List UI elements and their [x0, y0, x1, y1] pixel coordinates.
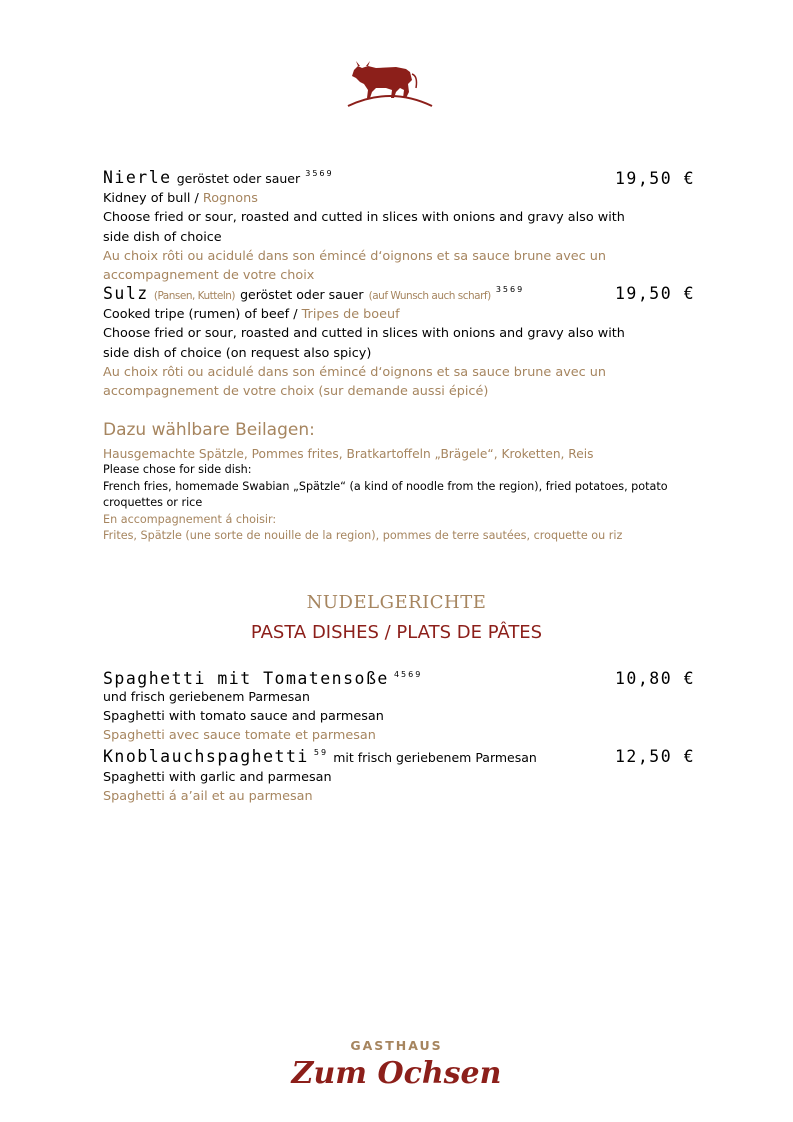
- desc-en-line: side dish of choice: [103, 229, 222, 245]
- dish-translation: Kidney of bull / Rognons: [103, 191, 258, 206]
- side-dishes-en: croquettes or rice: [103, 496, 203, 510]
- desc-fr-line: Au choix rôti ou acidulé dans son émincé d‘oignons et sa sauce brune avec un: [103, 364, 606, 380]
- side-dishes-block: [103, 446, 703, 544]
- allergen-codes: 3569: [305, 169, 334, 178]
- menu-item-spaghetti-tomato: [103, 669, 703, 746]
- dish-price: 10,80 €: [615, 669, 696, 688]
- side-dishes-fr: Frites, Spätzle (une sorte de nouille de la region), pommes de terre sautées, croquette ou riz: [103, 529, 623, 543]
- dish-price: 19,50 €: [615, 169, 696, 188]
- side-dishes-fr-intro: En accompagnement á choisir:: [103, 512, 277, 526]
- desc-en-line: side dish of choice (on request also spicy): [103, 345, 372, 361]
- section-title-en-fr: PASTA DISHES / PLATS DE PÂTES: [250, 622, 543, 643]
- dish-fr: Spaghetti á a’ail et au parmesan: [103, 789, 313, 805]
- side-dishes-de: Hausgemachte Spätzle, Pommes frites, Bratkartoffeln „Brägele“, Kroketten, Reis: [103, 447, 594, 461]
- footer-restaurant-name: Zum Ochsen: [291, 1056, 502, 1091]
- allergen-codes: 59: [313, 748, 329, 757]
- menu-item-sulz: [103, 284, 703, 401]
- menu-item-nierle: [103, 168, 703, 285]
- dish-note: geröstet oder sauer: [176, 171, 301, 186]
- dish-name: Sulz: [103, 284, 149, 303]
- dish-paren-note: (Pansen, Kutteln): [153, 290, 236, 302]
- dish-price: 19,50 €: [615, 284, 696, 303]
- allergen-codes: 3569: [495, 285, 525, 294]
- dish-paren-note: (auf Wunsch auch scharf): [368, 290, 491, 302]
- side-dishes-en: French fries, homemade Swabian „Spätzle“ (a kind of noodle from the region), fried potatoes, potato: [103, 479, 668, 493]
- section-title-de: NUDELGERICHTE: [306, 592, 487, 613]
- dish-note: geröstet oder sauer: [240, 287, 364, 302]
- dish-name: Knoblauchspaghetti: [103, 747, 309, 766]
- dish-name: Nierle: [103, 168, 172, 187]
- footer-gasthaus-label: GASTHAUS: [350, 1038, 443, 1053]
- menu-item-knoblauchspaghetti: [103, 747, 703, 807]
- desc-fr-line: accompagnement de votre choix: [103, 268, 315, 284]
- allergen-codes: 4569: [393, 670, 423, 679]
- dish-translation: Cooked tripe (rumen) of beef / Tripes de boeuf: [103, 307, 400, 322]
- dish-en: Spaghetti with tomato sauce and parmesan: [103, 709, 384, 724]
- dish-fr: Spaghetti avec sauce tomate et parmesan: [103, 728, 376, 744]
- desc-en-line: Choose fried or sour, roasted and cutted in slices with onions and gravy also with: [103, 210, 625, 226]
- dish-note: mit frisch geriebenem Parmesan: [333, 750, 537, 765]
- dish-en: Spaghetti with garlic and parmesan: [103, 770, 332, 785]
- dish-name: Spaghetti mit Tomatensoße: [103, 669, 389, 688]
- bull-icon: [346, 60, 434, 110]
- dish-sub-de: und frisch geriebenem Parmesan: [103, 689, 310, 704]
- side-dishes-en-intro: Please chose for side dish:: [103, 463, 252, 477]
- dish-price: 12,50 €: [615, 747, 696, 766]
- side-dishes-heading: Dazu wählbare Beilagen:: [103, 420, 315, 440]
- desc-fr-line: Au choix rôti ou acidulé dans son émincé d‘oignons et sa sauce brune avec un: [103, 248, 606, 264]
- desc-en-line: Choose fried or sour, roasted and cutted in slices with onions and gravy also with: [103, 326, 625, 342]
- desc-fr-line: accompagnement de votre choix (sur demande aussi épicé): [103, 384, 489, 400]
